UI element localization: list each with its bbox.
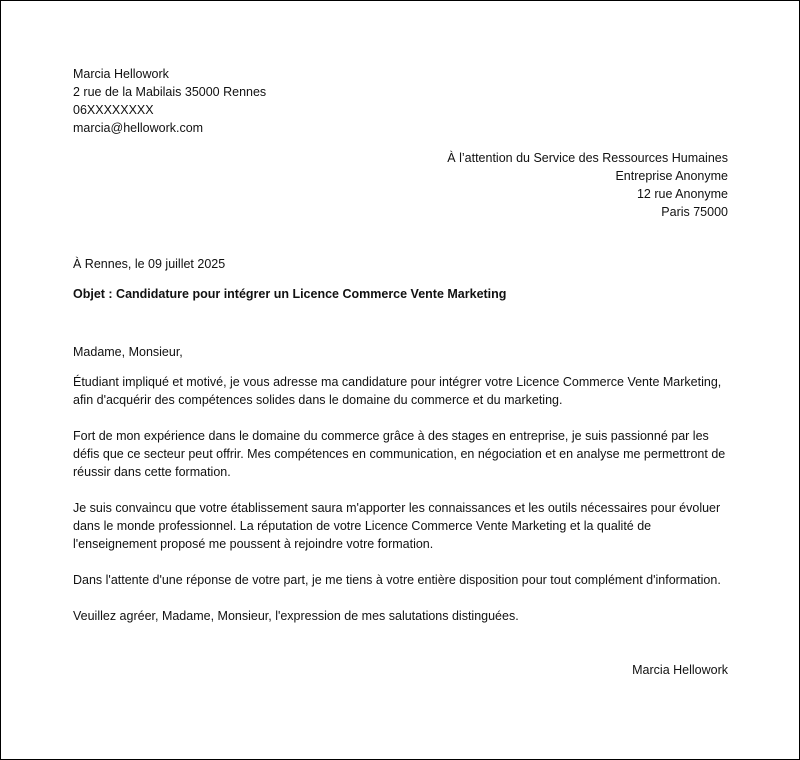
recipient-company: Entreprise Anonyme bbox=[615, 169, 728, 183]
sender-phone: 06XXXXXXXX bbox=[73, 103, 154, 117]
letter-content bbox=[73, 65, 728, 679]
letter-subject: Objet : Candidature pour intégrer un Licence Commerce Vente Marketing bbox=[73, 287, 507, 301]
body-paragraph-3: Je suis convaincu que votre établissement saura m'apporter les connaissances et les outils nécessaires pour évoluer dans le monde professionnel. La réputation de votre Licence Commerce Vente Marketing et la qualité de l'enseignement proposé me poussent à rejoindre votre formation. bbox=[73, 501, 721, 551]
body-paragraph-2: Fort de mon expérience dans le domaine du commerce grâce à des stages en entreprise, je suis passionné par les défis que ce secteur peut offrir. Mes compétences en communication, en négociation et en analyse me permettront de réussir dans cette formation. bbox=[73, 429, 726, 479]
sender-email: marcia@hellowork.com bbox=[73, 121, 204, 135]
letter-salutation: Madame, Monsieur, bbox=[73, 345, 183, 359]
body-paragraph-4: Dans l'attente d'une réponse de votre part, je me tiens à votre entière disposition pour tout complément d'information. bbox=[73, 573, 721, 587]
recipient-attention: À l’attention du Service des Ressources Humaines bbox=[447, 151, 728, 165]
letter-closing: Veuillez agréer, Madame, Monsieur, l'expression de mes salutations distinguées. bbox=[73, 609, 519, 623]
recipient-street: 12 rue Anonyme bbox=[636, 187, 728, 201]
recipient-city: Paris 75000 bbox=[661, 205, 728, 219]
sender-block bbox=[73, 65, 728, 137]
letter-date: À Rennes, le 09 juillet 2025 bbox=[73, 257, 226, 271]
body-paragraph-1: Étudiant impliqué et motivé, je vous adresse ma candidature pour intégrer votre Licence Commerce Vente Marketing, afin d'acquérir des compétences solides dans le domaine du commerce et du marketing. bbox=[73, 375, 722, 407]
sender-name: Marcia Hellowork bbox=[73, 67, 169, 81]
letter-signature: Marcia Hellowork bbox=[632, 663, 728, 677]
recipient-block bbox=[73, 149, 728, 221]
sender-address: 2 rue de la Mabilais 35000 Rennes bbox=[73, 85, 267, 99]
